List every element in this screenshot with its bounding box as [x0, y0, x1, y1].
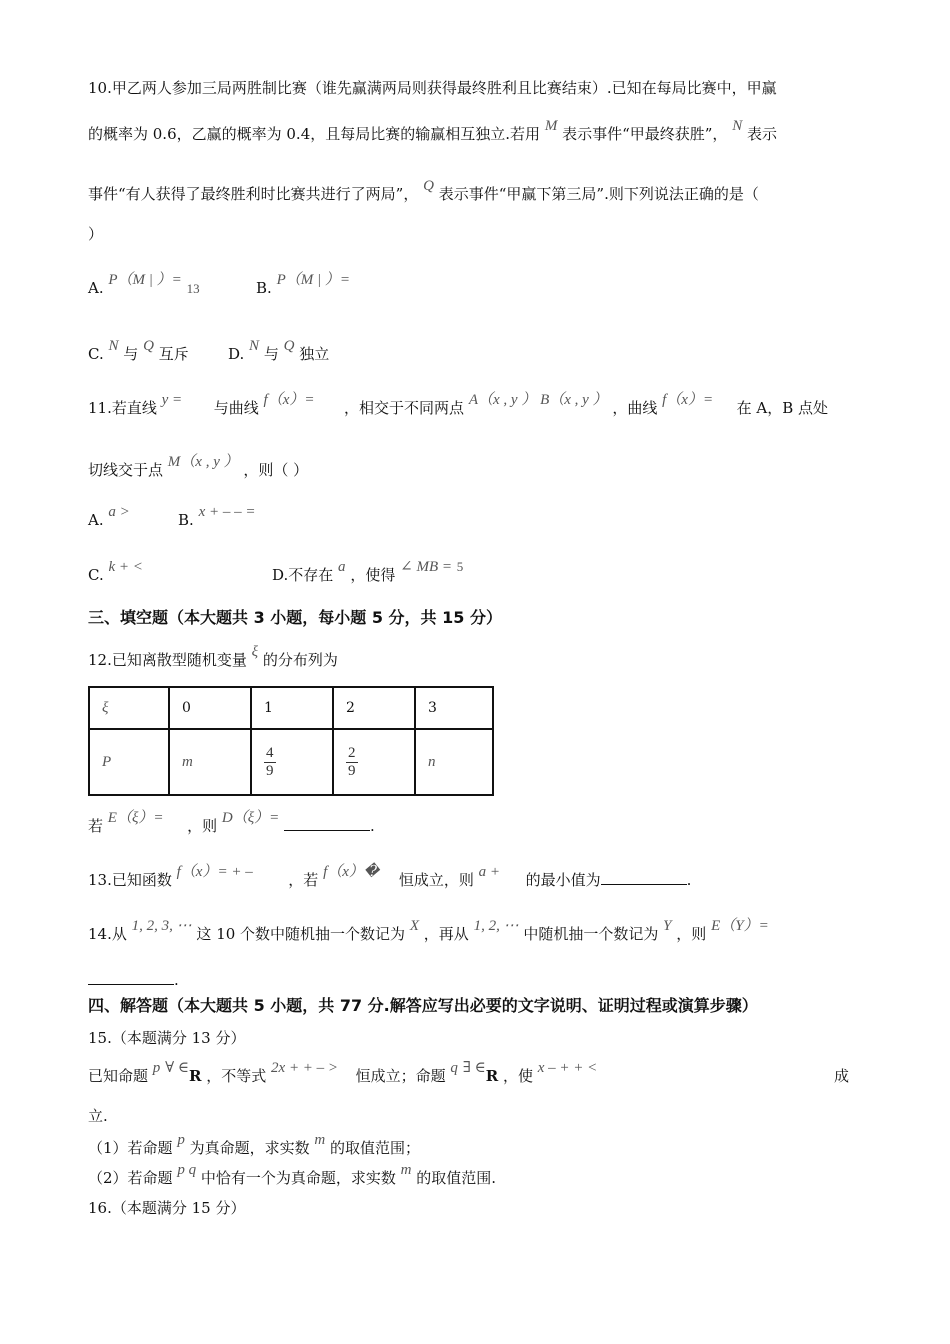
q14-answer: .: [88, 970, 179, 990]
q15-line-2: 立.: [88, 1107, 108, 1125]
q11-option-d: D.不存在 a ，使得 ∠ MB = 5: [272, 559, 464, 584]
q10-line-1: 10.甲乙两人参加三局两胜制比赛（谁先赢满两局则获得最终胜利且比赛结束）.已知在每局比赛中，甲赢: [88, 79, 777, 97]
q14-line: 14.从 1, 2, 3, ⋯ 这 10 个数中随机抽一个数记为 X ，再从 1, 2, ⋯ 中随机抽一个数记为 Y ，则 E（Y）=: [88, 918, 769, 943]
q15-line-1-end: 成: [834, 1067, 850, 1085]
q10-line-2: 的概率为 0.6，乙赢的概率为 0.4，且每局比赛的输赢相互独立.若用 M 表示事件“甲最终获胜”， N 表示: [88, 118, 778, 143]
fraction-4-9: $\frac{4}{9}$: [266, 744, 274, 779]
q10-option-c: C. N 与 Q 互斥: [88, 338, 189, 363]
q10-option-a: A. P（M | ）= 13: [88, 272, 200, 297]
q15-heading: 15.（本题满分 13 分）: [88, 1029, 246, 1047]
q12-condition: 若 E（ξ）= ，则 D（ξ）= .: [88, 810, 375, 835]
section-4-heading: 四、解答题（本大题共 5 小题，共 77 分.解答应写出必要的文字说明、证明过程或演算步骤）: [88, 996, 758, 1015]
q15-sub-2: （2）若命题 p q 中恰有一个为真命题，求实数 m 的取值范围.: [88, 1162, 497, 1187]
table-row: ξ 0 1 2 3: [89, 687, 493, 729]
q11-option-c: C. k + <: [88, 559, 143, 584]
q11-line-1: 11.若直线 y = 与曲线 f（x）= ，相交于不同两点 A（x , y ） B（x , y ） ，曲线 f（x）= 在 A，B 点处: [88, 392, 829, 417]
math-optA: P（M | ）=: [108, 272, 182, 288]
q10-option-b: B. P（M | ）=: [256, 272, 350, 297]
distribution-table: [88, 686, 494, 796]
table-row: P m $\frac{4}{9}$ $\frac{2}{9}$ n: [89, 729, 493, 795]
q11-line-2: 切线交于点 M（x , y ） ，则（ ）: [88, 454, 309, 479]
math-N: N: [732, 118, 743, 134]
q16-heading: 16.（本题满分 15 分）: [88, 1199, 246, 1217]
q11-option-b: B. x + – – =: [178, 504, 256, 529]
math-M: M: [544, 118, 558, 134]
answer-blank: [88, 970, 174, 985]
q15-line-1: 已知命题 p ∀ ∈R ，不等式 2x + + – > 恒成立；命题 q ∃ ∈R ，使 x – + + <: [88, 1060, 598, 1085]
q13-line: 13.已知函数 f（x）= + – ，若 f（x）� 恒成立，则 a + 的最小值为 .: [88, 864, 692, 889]
math-Q: Q: [423, 178, 434, 194]
fraction-2-9: $\frac{2}{9}$: [348, 744, 356, 779]
math-optA-frac: 13: [186, 281, 200, 296]
q10-line-3: 事件“有人获得了最终胜利时比赛共进行了两局”， Q 表示事件“甲赢下第三局”.则下列说法正确的是（: [88, 178, 759, 203]
q10-line-4: ）: [88, 225, 104, 243]
q10-option-d: D. N 与 Q 独立: [228, 338, 330, 363]
answer-blank: [601, 870, 687, 885]
answer-blank: [284, 816, 370, 831]
section-3-heading: 三、填空题（本大题共 3 小题，每小题 5 分，共 15 分）: [88, 608, 502, 627]
math-optB: P（M | ）=: [276, 272, 350, 288]
q15-sub-1: （1）若命题 p 为真命题，求实数 m 的取值范围；: [88, 1132, 421, 1157]
q11-option-a: A. a >: [88, 504, 130, 529]
q12-line-1: 12.已知离散型随机变量 ξ 的分布列为: [88, 644, 338, 669]
